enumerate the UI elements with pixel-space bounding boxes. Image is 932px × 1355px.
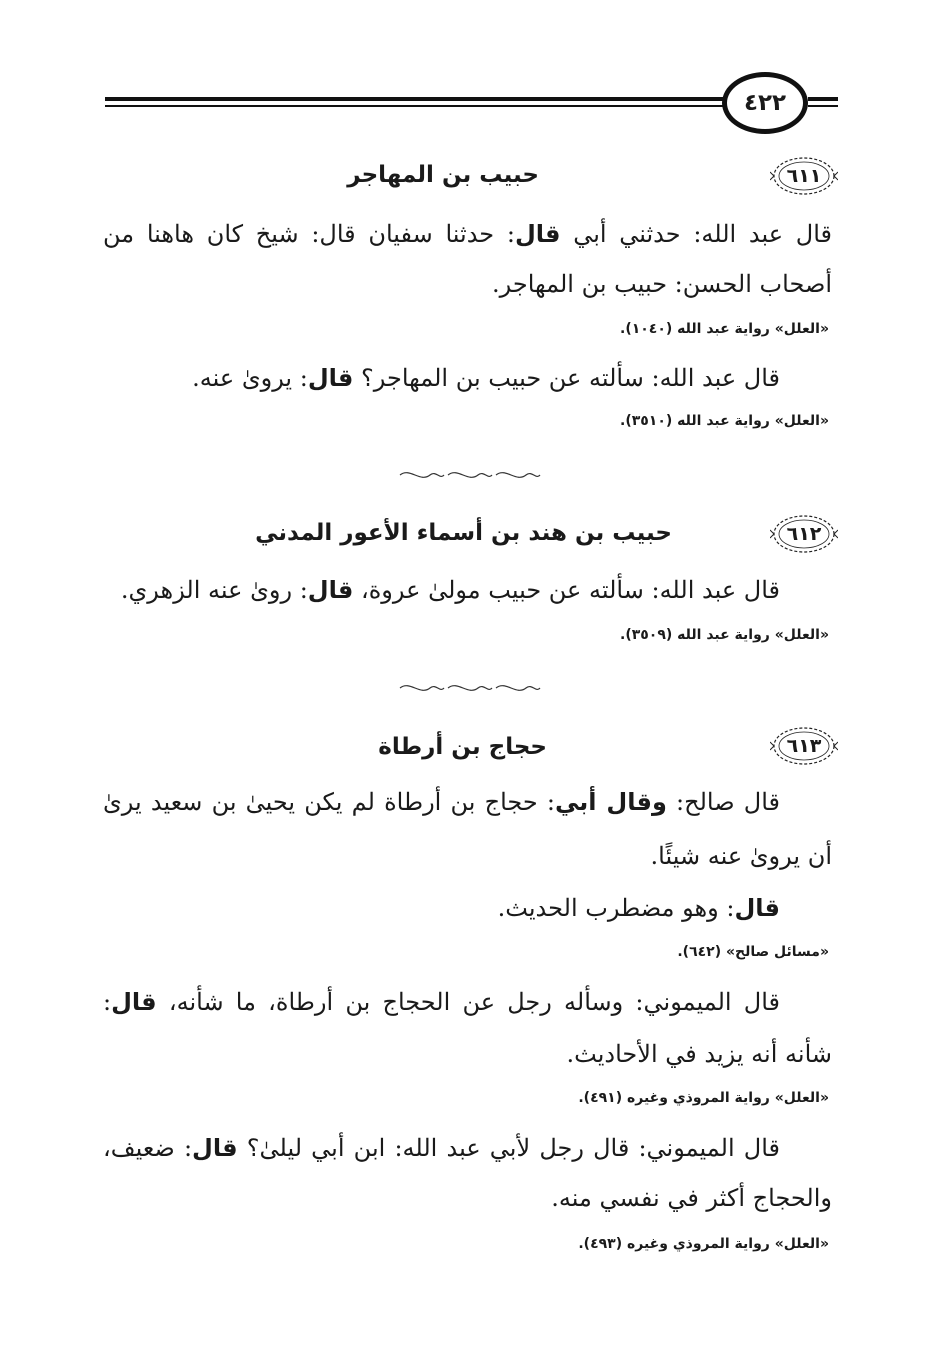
citation: «العلل» رواية المروذي وغيره (٤٩٣). bbox=[578, 1236, 829, 1252]
citation: «العلل» رواية المروذي وغيره (٤٩١). bbox=[578, 1090, 829, 1106]
text-run: قال الميموني: وسأله رجل عن الحجاج بن أرطاة، ما شأنه، bbox=[156, 988, 780, 1016]
text-line: والحجاج أكثر في نفسي منه. bbox=[551, 1184, 832, 1212]
text-line bbox=[498, 896, 780, 920]
citation: «مسائل صالح» (٦٤٢). bbox=[677, 944, 829, 960]
text-line bbox=[192, 366, 780, 390]
bold-run: وقال أبي bbox=[554, 788, 667, 816]
entry-title: حبيب بن هند بن أسماء الأعور المدني bbox=[255, 520, 672, 546]
bold-run: قال bbox=[514, 220, 561, 248]
text-line bbox=[121, 578, 780, 602]
header-rule bbox=[808, 105, 838, 107]
text-run: قال الميموني: قال رجل لأبي عبد الله: ابن أبي ليلىٰ؟ bbox=[237, 1134, 780, 1162]
text-line bbox=[103, 790, 780, 814]
text-run: قال عبد الله: سألته عن حبيب مولىٰ عروة، bbox=[353, 576, 780, 604]
bold-run: قال bbox=[734, 894, 780, 922]
citation: «العلل» رواية عبد الله (٣٥٠٩). bbox=[620, 627, 829, 643]
text-run: : يروىٰ عنه. bbox=[192, 364, 308, 392]
entry-title: حجاج بن أرطاة bbox=[378, 734, 547, 760]
ornament-divider bbox=[396, 467, 542, 483]
citation: «العلل» رواية عبد الله (٣٥١٠). bbox=[620, 413, 829, 429]
bold-run: قال bbox=[192, 1134, 238, 1162]
bold-run: قال bbox=[307, 576, 354, 604]
text-run: : حجاج بن أرطاة لم يكن يحيىٰ بن سعيد يرىٰ bbox=[103, 788, 555, 816]
text-run: : روىٰ عنه الزهري. bbox=[120, 576, 308, 604]
text-line: أصحاب الحسن: حبيب بن المهاجر. bbox=[492, 270, 832, 298]
entry-number: ٦١٢ bbox=[786, 523, 822, 545]
text-run: : وهو مضطرب الحديث. bbox=[497, 894, 735, 922]
entry-number-ornament bbox=[770, 154, 838, 198]
entry-title: حبيب بن المهاجر bbox=[347, 162, 539, 188]
page-number: ٤٢٢ bbox=[743, 90, 787, 116]
text-run: : bbox=[103, 988, 112, 1016]
entry-number-ornament bbox=[770, 512, 838, 556]
header-rule bbox=[105, 105, 723, 107]
bold-run: قال bbox=[307, 364, 354, 392]
ornament-divider bbox=[396, 680, 542, 696]
text-line bbox=[103, 990, 780, 1014]
text-line: أن يروىٰ عنه شيئًا. bbox=[650, 842, 832, 870]
text-run: قال عبد الله: حدثني أبي bbox=[560, 220, 832, 248]
text-run: قال عبد الله: سألته عن حبيب بن المهاجر؟ bbox=[353, 364, 780, 392]
page-number-badge bbox=[722, 72, 808, 134]
text-run: : حدثنا سفيان قال: شيخ كان هاهنا من bbox=[103, 220, 515, 248]
bold-run: قال bbox=[111, 988, 157, 1016]
entry-number-ornament bbox=[770, 724, 838, 768]
text-line bbox=[103, 1136, 780, 1160]
entry-number: ٦١٣ bbox=[786, 735, 822, 757]
text-run: : ضعيف، bbox=[103, 1134, 193, 1162]
header-rule bbox=[808, 97, 838, 101]
entry-number: ٦١١ bbox=[786, 165, 822, 187]
header-rule bbox=[105, 97, 723, 101]
text-line: شأنه أنه يزيد في الأحاديث. bbox=[566, 1040, 832, 1068]
text-run: قال صالح: bbox=[666, 788, 781, 816]
citation: «العلل» رواية عبد الله (١٠٤٠). bbox=[620, 321, 829, 337]
text-line bbox=[103, 222, 832, 246]
